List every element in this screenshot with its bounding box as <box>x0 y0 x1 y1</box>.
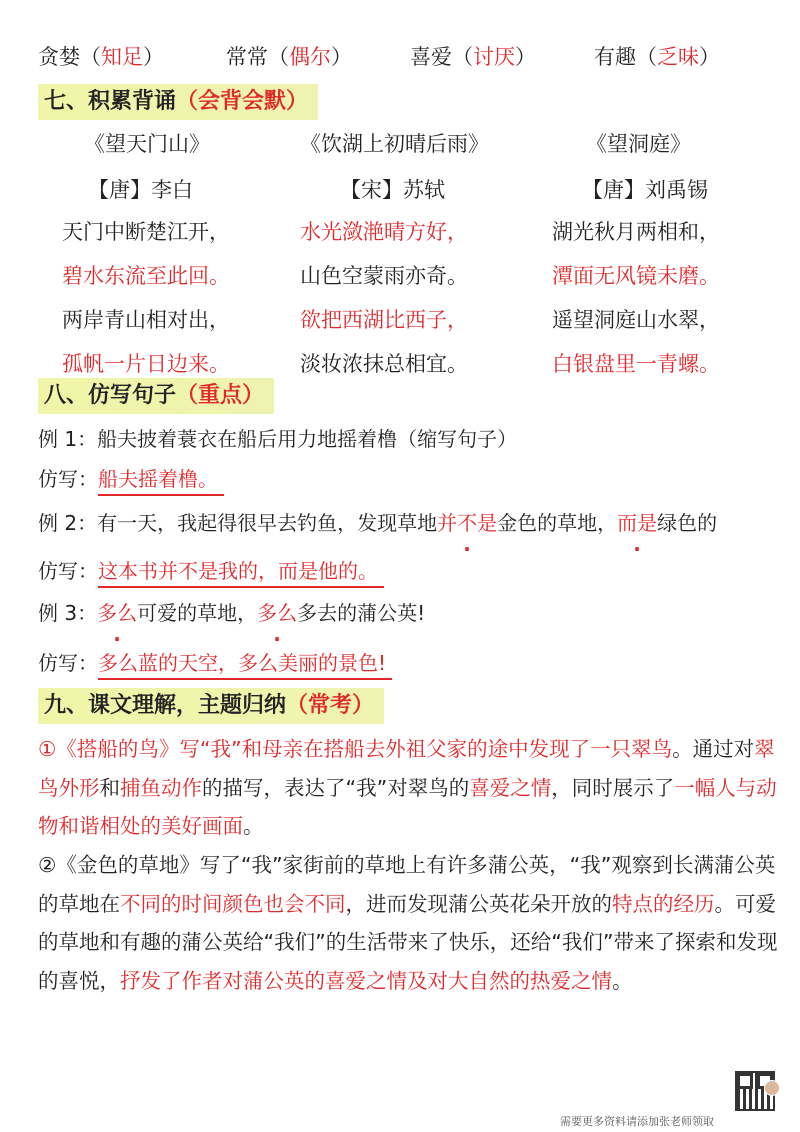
poem-author: 【唐】李白 <box>88 178 193 202</box>
section-heading-8: 八、仿写句子（重点） <box>38 378 274 414</box>
keyword-dotted: 而是 <box>617 511 658 535</box>
avatar <box>764 1080 780 1096</box>
poem-author: 【宋】苏轼 <box>340 178 445 202</box>
antonym-pair: 常常（偶尔） <box>226 45 352 69</box>
poem-author: 【唐】刘禹锡 <box>582 178 708 202</box>
keyword-dotted: 多么 <box>257 601 298 625</box>
imitation-2: 仿写：这本书并不是我的，而是他的。 <box>38 556 384 588</box>
poem-line: 碧水东流至此回。 <box>62 264 230 288</box>
section-heading-9: 九、课文理解，主题归纳（常考） <box>38 688 384 724</box>
poem-line: 水光潋滟晴方好， <box>300 220 468 244</box>
poem-line: 欲把西湖比西子， <box>300 308 468 332</box>
imitation-1: 仿写：船夫摇着橹。 <box>38 464 224 496</box>
poem-line: 淡妆浓抹总相宜。 <box>300 352 468 376</box>
poem-card <box>300 126 560 388</box>
poem-card <box>62 126 322 388</box>
poem-line: 天门中断楚江开， <box>62 220 230 244</box>
theme-paragraph-2: ②《金色的草地》写了“我”家街前的草地上有许多蒲公英，“我”观察到长满蒲公英的草地在不同的时间颜色也会不同，进而发现蒲公英花朵开放的特点的经历。可爱的草地和有趣的蒲公英给“我们”的生活带来了快乐，还给“我们”带来了探索和发现的喜悦，抒发了作者对蒲公英的喜爱之情及对大自然的热爱之情。 <box>38 853 778 993</box>
example-3: 例 3：多么可爱的草地，多么多去的蒲公英! <box>38 601 426 625</box>
antonym-pair: 喜爱（讨厌） <box>410 45 536 69</box>
imitation-answer: 船夫摇着橹。 <box>98 464 224 496</box>
poem-line: 遥望洞庭山水翠， <box>552 308 720 332</box>
poem-line: 湖光秋月两相和， <box>552 220 720 244</box>
imitation-answer: 多么蓝的天空，多么美丽的景色! <box>98 648 392 680</box>
section-heading-7: 七、积累背诵（会背会默） <box>38 84 318 120</box>
imitation-3: 仿写：多么蓝的天空，多么美丽的景色! <box>38 648 392 680</box>
poem-line: 两岸青山相对出， <box>62 308 230 332</box>
poem-title: 《望天门山》 <box>84 132 210 156</box>
antonym-answer: 知足 <box>101 45 143 69</box>
poem-title: 《望洞庭》 <box>586 132 691 156</box>
poem-card <box>552 126 800 388</box>
antonym-answer: 讨厌 <box>473 45 515 69</box>
example-1: 例 1：船夫披着蓑衣在船后用力地摇着橹（缩写句子） <box>38 427 518 451</box>
poem-line: 白银盘里一青螺。 <box>552 352 720 376</box>
imitation-answer: 这本书并不是我的，而是他的。 <box>98 556 384 588</box>
keyword-dotted: 多么 <box>97 601 138 625</box>
keyword-dotted: 并不是 <box>437 511 498 535</box>
antonym-answer: 偶尔 <box>289 45 331 69</box>
poem-line: 山色空蒙雨亦奇。 <box>300 264 468 288</box>
poem-line: 潭面无风镜未磨。 <box>552 264 720 288</box>
antonym-answer: 乏味 <box>657 45 699 69</box>
footer-note: 需要更多资料请添加张老师领取 <box>560 1115 714 1128</box>
theme-paragraph-1: ①《搭船的鸟》写“我”和母亲在搭船去外祖父家的途中发现了一只翠鸟。通过对翠鸟外形和捕鱼动作的描写，表达了“我”对翠鸟的喜爱之情，同时展示了一幅人与动物和谐相处的美好画面。 <box>38 737 777 838</box>
poem-columns <box>0 126 800 376</box>
antonym-pair: 有趣（乏味） <box>594 45 720 69</box>
poem-line: 孤帆一片日边来。 <box>62 352 230 376</box>
poem-title: 《饮湖上初晴后雨》 <box>300 132 489 156</box>
antonym-pair: 贪婪（知足） <box>38 45 164 69</box>
example-2: 例 2：有一天，我起得很早去钓鱼，发现草地并不是金色的草地，而是绿色的 <box>38 511 718 535</box>
